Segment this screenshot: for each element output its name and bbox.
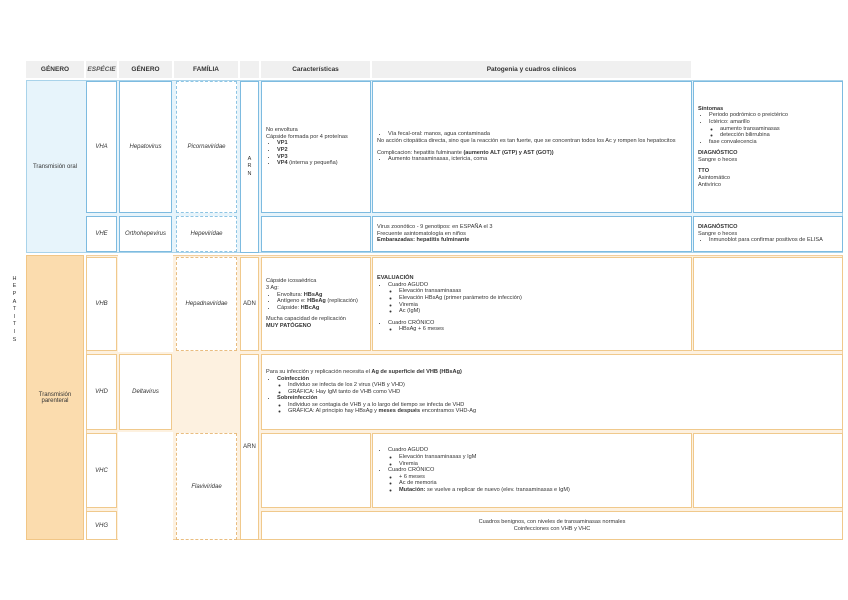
bullet-item: ◦ Viremia [399,302,687,309]
text-line: Cuadro CRÓNICO [388,319,435,326]
bullet-item [277,376,838,396]
vhd-description [261,354,843,430]
species-vhd: VHD [86,354,117,430]
text-bold: (aumento ALT (GTP) y AST (GOT)) [463,149,554,156]
bullet-item: ◦ Individuo se infecta de los 2 virus (VHB y VHD) [288,382,838,389]
text-line: encontramos VHD-Ag [420,408,477,415]
side-letter: T [12,321,17,328]
text-line: Antivírico [698,181,722,188]
genus-deltavirus: Deltavirus [119,354,172,430]
text-line: Cápside formada por 4 proteínas [266,133,348,140]
protein-item [277,160,366,167]
bullet-item: ◦ Individuo se contagia de VHB y a lo largo del tiempo se infecta de VHD [288,402,838,409]
family-picornaviridae: Picornaviridae [176,81,237,213]
text-line: No acción citopática directa, sino que la reacción es tan fuerte, que se concentran todos los Ac y rompen los hepatocitos [377,137,676,144]
section-title: Síntomas [698,105,724,112]
side-letter: T [12,306,17,313]
text-line: Envoltura: [277,291,304,298]
text-line: Cuadros benignos, con niveles de transaminasas normales [478,518,626,525]
bullet-item: ◦ detección bilirrubina [720,132,838,139]
bullet-item [388,320,687,333]
species-vha: VHA [86,81,117,213]
section-title: DIAGNÓSTICO [698,150,738,157]
text-line [266,369,838,376]
family-flaviviridae: Flaviviridae [176,433,237,540]
text-line: Asintomático [698,175,731,182]
bullet-item: ◦ aumento transaminasas [720,126,838,133]
hepatitis-side-label [5,80,24,540]
genus-column-blank-bottom [118,432,173,540]
group-label-parenteral [26,255,84,540]
group-label-text: Transmisión parenteral [38,391,72,404]
species-vhc: VHC [86,433,117,508]
genome-letter: N [247,170,252,177]
bullet-item: • Inmunoblot para confirmar positivos de ELISA [709,237,838,244]
text-bold: Embarazadas: hepatitis fulminante [377,237,470,244]
bullet-item: ◦ Elevación transaminasas y IgM [399,454,687,461]
text-bold: HBcAg [300,304,320,311]
header-familia: FAMÍLIA [174,61,238,78]
text-bold: Mutación: [399,486,426,493]
bullet-item: • Aumento transaminasas, ictericia, coma [388,156,687,163]
antigen-item [277,292,366,299]
header-especie: ESPÉCIE [86,61,117,78]
family-hepeviridae: Hepeviridae [176,216,237,252]
text-line: (interna y pequeña) [287,160,338,167]
vha-pathogenesis [372,81,692,213]
text-line: Mucha capacidad de replicación [266,316,346,323]
section-title: EVALUACIÓN [377,275,414,282]
text-bold: HBeAg [307,298,326,305]
bullet-item [388,447,687,467]
vhg-description [261,511,843,540]
text-line: Virus zoonótico - 9 genotipos: en ESPAÑA el 3 [377,224,493,231]
text-line: (replicación) [325,298,358,305]
header-genero-1: GÉNERO [26,61,84,78]
text-bold: meses después [378,408,421,415]
vhc-clinical-empty [693,433,843,508]
bullet-item: • fase convalecencia [709,139,838,146]
bullet-item: ◦ Elevación HBsAg (primer parámetro de infección) [399,295,687,302]
genome-letter: R [247,163,252,170]
text-bold: Ag de superficie del VHB (HBsAg) [371,368,462,375]
bullet-item: ◦ Viremia [399,461,687,468]
bullet-item: ◦ + 6 meses [399,474,687,481]
header-blank [240,61,259,78]
protein-item: • VP1 [277,140,366,147]
antigen-item [277,298,366,305]
bullet-item [288,408,838,415]
vhb-clinical-empty [693,257,843,351]
text-bold: VP4 [277,160,288,167]
genome-arn-vha [240,81,259,253]
vhe-clinical [693,216,843,252]
bullet-item: ◦ GRÁFICA: Hay IgM tanto de VHB como VHD [288,389,838,396]
antigen-item [277,305,366,312]
text-line: Frecuente asintomatología en niños [377,230,466,237]
side-letter: I [13,328,16,335]
text-bold: Sobreinfección [277,395,318,402]
genome-adn: ADN [240,257,259,351]
side-letter: P [12,291,17,298]
text-bold: MUY PATÓGENO [266,322,312,329]
text-line: Cápside icosaédrica [266,278,317,285]
genome-letter: A [247,155,252,162]
vha-clinical [693,81,843,213]
vhc-characteristics-empty [261,433,371,508]
bullet-item: ◦ HBsAg + 6 meses [399,326,687,333]
text-line [377,150,687,157]
header-genero-2: GÉNERO [119,61,172,78]
text-line: Cuadro AGUDO [388,447,429,454]
side-letter: S [12,336,17,343]
text-line: se vuelve a replicar de nuevo (elev. transaminasas e IgM) [425,486,570,493]
genome-arn-parenteral: ARN [240,354,259,540]
text-line: Ictérico: amarillo [709,118,750,125]
side-letter: E [12,283,17,290]
text-line: Sangre o heces [698,156,738,163]
species-vhg: VHG [86,511,117,540]
text-bold: HBsAg [303,291,323,298]
vhb-pathogenesis [372,257,692,351]
bullet-item [399,487,687,494]
species-vhb: VHB [86,257,117,351]
vhc-pathogenesis [372,433,692,508]
section-title: TTO [698,168,710,175]
text-line: Para su infección y replicación necesita el [266,368,372,375]
group-label-oral: Transmisión oral [32,163,78,170]
protein-item: • VP2 [277,147,366,154]
text-line: GRÁFICA: Al principio hay HBsAg y [288,408,379,415]
bullet-item [709,119,838,139]
text-bold: Coinfección [277,375,310,382]
text-line: Cuadro AGUDO [388,281,429,288]
side-letter: H [12,275,17,282]
text-line: Sangre o heces [698,230,738,237]
genus-hepatovirus: Hepatovirus [119,81,172,213]
genus-orthohepevirus: Orthohepevirus [119,216,172,252]
section-title: DIAGNÓSTICO [698,224,738,231]
vhe-pathogenesis [372,216,692,252]
text-line: Complicacion: hepatitis fulminante [377,149,464,156]
species-vhe: VHE [86,216,117,252]
bullet-item: ◦ Elevación transaminasas [399,288,687,295]
vhe-characteristics-empty [261,216,371,252]
text-line: Cápside: [277,304,301,311]
family-hepadnaviridae: Hepadnaviridae [176,257,237,351]
bullet-item: • Periodo podrómico o preictérico [709,112,838,119]
vha-characteristics [261,81,371,213]
genus-column-blank-top [118,255,173,352]
bullet-item [277,395,838,415]
bullet-item [388,282,687,315]
side-letter: A [12,298,17,305]
text-line: Coinfecciones con VHB y VHC [513,525,591,532]
bullet-item: ◦ Ac de memoria [399,480,687,487]
bullet-item: • Vía fecal-oral: manos, agua contaminada [388,131,687,138]
header-patogenia: Patogenia y cuadros clínicos [372,61,691,78]
text-line: Cuadro CRÓNICO [388,467,435,474]
header-caracteristicas: Características [261,61,370,78]
text-line: No envoltura [266,127,298,134]
bullet-item: ◦ Ac (IgM) [399,308,687,315]
bullet-item [388,467,687,493]
side-letter: I [13,313,16,320]
protein-item: • VP3 [277,154,366,161]
text-line: Antígeno e: [277,298,308,305]
vhb-characteristics [261,257,371,351]
text-line: 3 Ag: [266,285,279,292]
